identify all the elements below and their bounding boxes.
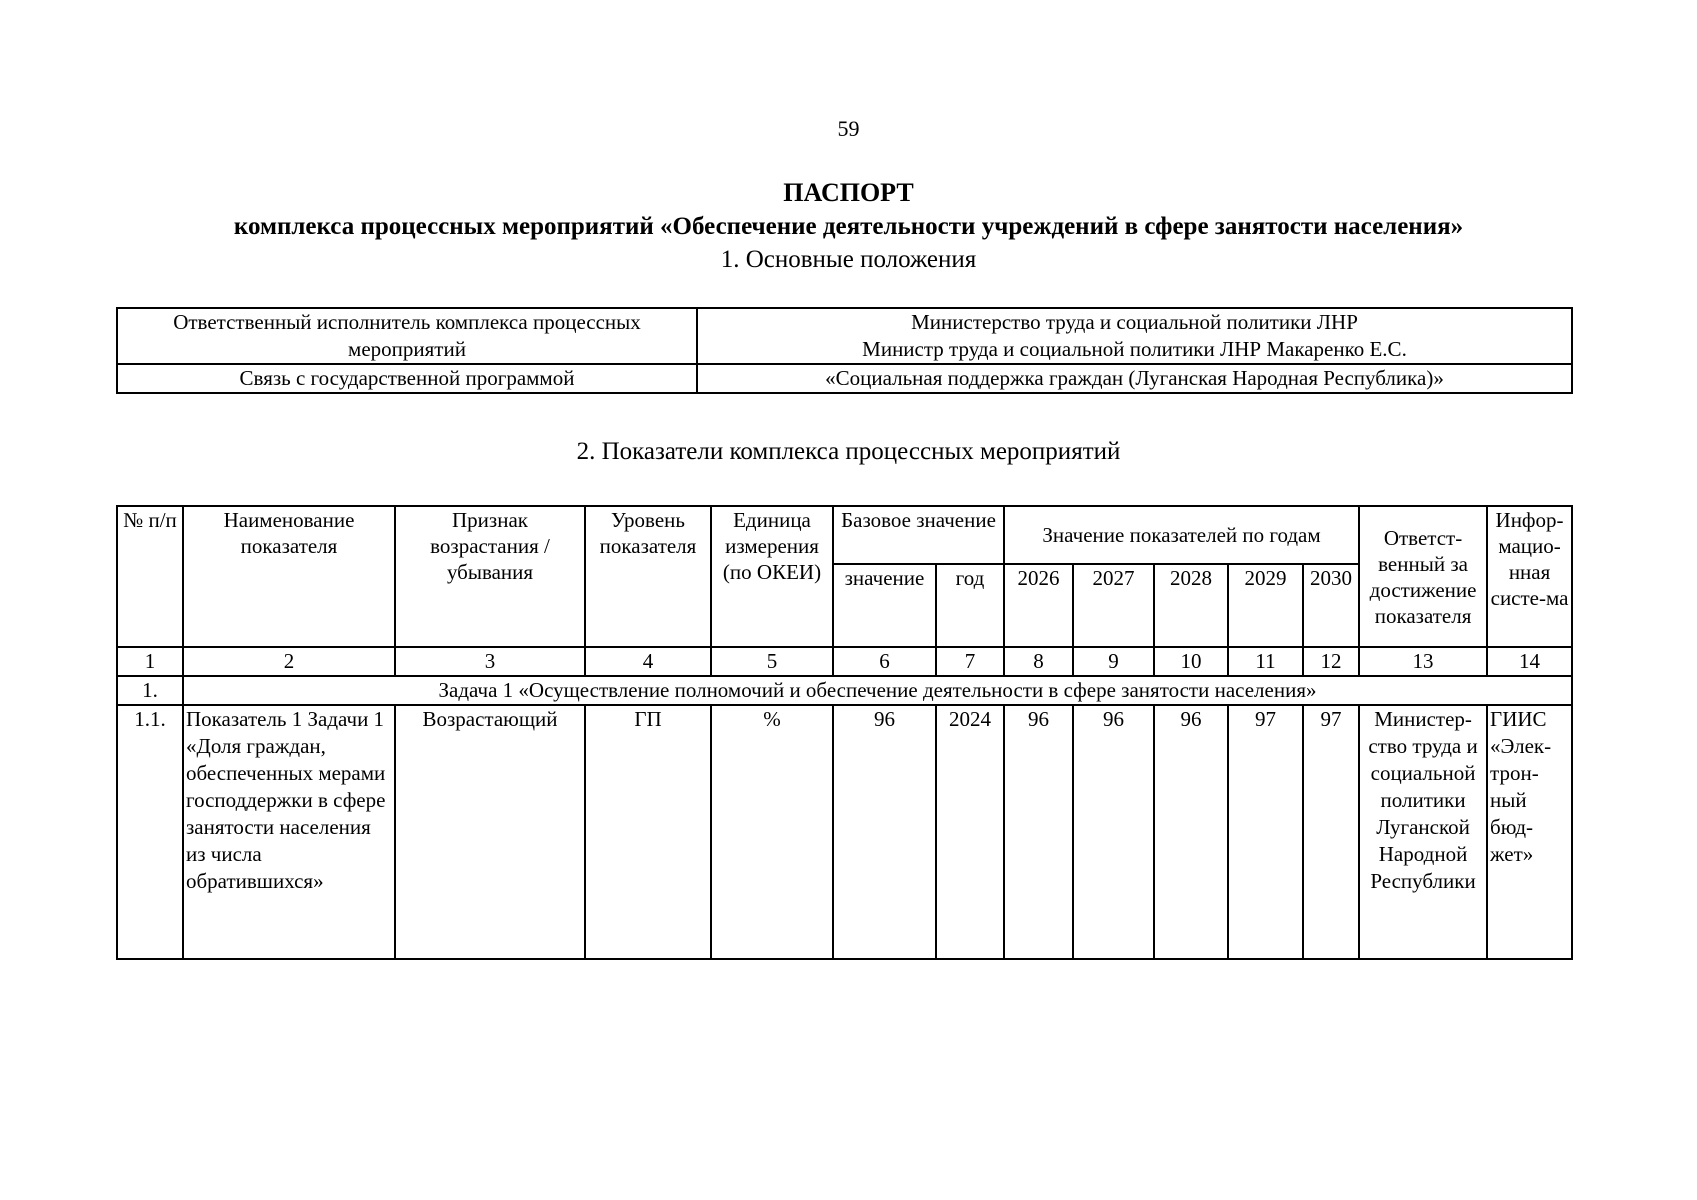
header-num: № п/п xyxy=(117,506,183,647)
indicator-base-value: 96 xyxy=(833,705,936,959)
indicators-table xyxy=(116,505,1573,960)
indicator-base-year: 2024 xyxy=(936,705,1004,959)
header-row-1 xyxy=(117,506,1572,564)
header-year-2029: 2029 xyxy=(1228,564,1303,647)
col-number: 9 xyxy=(1073,647,1154,676)
col-number: 13 xyxy=(1359,647,1487,676)
indicator-unit: % xyxy=(711,705,833,959)
section-1-title: 1. Основные положения xyxy=(720,246,977,273)
col-number: 11 xyxy=(1228,647,1303,676)
indicator-num: 1.1. xyxy=(117,705,183,959)
header-year-2030: 2030 xyxy=(1303,564,1359,647)
col-number: 12 xyxy=(1303,647,1359,676)
header-year-2026: 2026 xyxy=(1004,564,1073,647)
indicator-value-2027: 96 xyxy=(1073,705,1154,959)
page-number: 59 xyxy=(837,116,860,141)
minister-name: Министр труда и социальной политики ЛНР Макаренко Е.С. xyxy=(862,337,1407,361)
header-responsible: Ответст-венный за достижение показателя xyxy=(1359,506,1487,647)
header-base-value: значение xyxy=(833,564,936,647)
indicator-value-2029: 97 xyxy=(1228,705,1303,959)
indicator-value-2030: 97 xyxy=(1303,705,1359,959)
header-year-2027: 2027 xyxy=(1073,564,1154,647)
col-number: 3 xyxy=(395,647,585,676)
col-number: 5 xyxy=(711,647,833,676)
header-unit: Единица измерения (по ОКЕИ) xyxy=(711,506,833,647)
header-trend: Признак возрастания / убывания xyxy=(395,506,585,647)
col-number: 4 xyxy=(585,647,711,676)
col-number: 8 xyxy=(1004,647,1073,676)
state-program-link-value: «Социальная поддержка граждан (Луганская Народная Республика)» xyxy=(697,364,1572,393)
task-row xyxy=(117,676,1572,705)
ministry-name: Министерство труда и социальной политики ЛНР xyxy=(911,310,1358,334)
header-base-year: год xyxy=(936,564,1004,647)
state-program-link-label: Связь с государственной программой xyxy=(117,364,697,393)
header-name: Наименование показателя xyxy=(183,506,395,647)
col-number: 2 xyxy=(183,647,395,676)
section-2-title: 2. Показатели комплекса процессных мероприятий xyxy=(576,438,1121,465)
indicator-value-2026: 96 xyxy=(1004,705,1073,959)
indicator-value-2028: 96 xyxy=(1154,705,1228,959)
task-text: Задача 1 «Осуществление полномочий и обеспечение деятельности в сфере занятости населения» xyxy=(183,676,1572,705)
responsible-executor-label: Ответственный исполнитель комплекса процессных мероприятий xyxy=(117,308,697,364)
main-provisions-table xyxy=(116,307,1573,394)
indicator-level: ГП xyxy=(585,705,711,959)
task-num: 1. xyxy=(117,676,183,705)
table-row xyxy=(117,364,1572,393)
header-level: Уровень показателя xyxy=(585,506,711,647)
col-number: 7 xyxy=(936,647,1004,676)
table-row xyxy=(117,705,1572,959)
header-base: Базовое значение xyxy=(833,506,1004,564)
header-years-group: Значение показателей по годам xyxy=(1004,506,1359,564)
col-number: 10 xyxy=(1154,647,1228,676)
indicator-responsible: Министер-ство труда и социальной политики Луганской Народной Республики xyxy=(1359,705,1487,959)
col-number: 1 xyxy=(117,647,183,676)
indicator-name: Показатель 1 Задачи 1 «Доля граждан, обеспеченных мерами господдержки в сфере занятости населения из числа обратившихся» xyxy=(183,705,395,959)
header-infosys: Инфор-мацио-нная систе-ма xyxy=(1487,506,1572,647)
table-row xyxy=(117,308,1572,364)
indicator-infosys: ГИИС «Элек-трон-ный бюд-жет» xyxy=(1487,705,1572,959)
column-numbers-row xyxy=(117,647,1572,676)
header-year-2028: 2028 xyxy=(1154,564,1228,647)
col-number: 14 xyxy=(1487,647,1572,676)
col-number: 6 xyxy=(833,647,936,676)
responsible-executor-value xyxy=(697,308,1572,364)
document-subtitle: комплекса процессных мероприятий «Обеспечение деятельности учреждений в сфере занятости населения» xyxy=(233,213,1464,240)
indicator-trend: Возрастающий xyxy=(395,705,585,959)
document-title: ПАСПОРТ xyxy=(783,178,914,207)
